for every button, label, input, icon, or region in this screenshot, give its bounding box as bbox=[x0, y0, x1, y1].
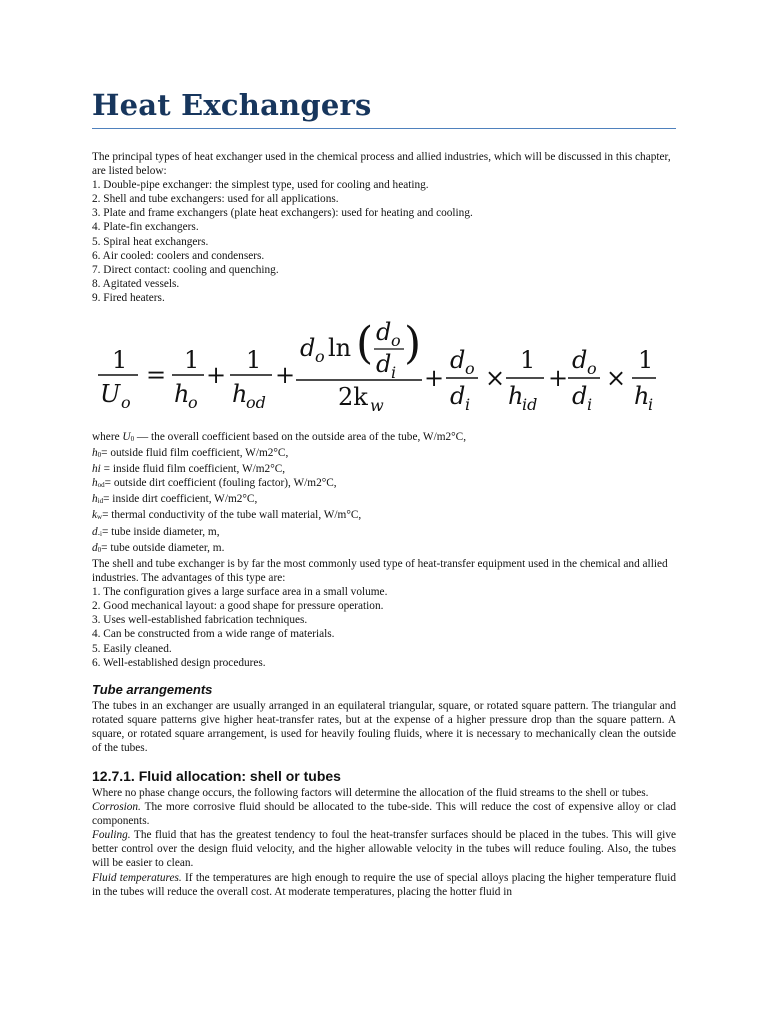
formula-rparen: ) bbox=[404, 318, 422, 369]
formula-plus: + bbox=[275, 361, 296, 389]
variable-line: kw= thermal conductivity of the tube wall material, W/m°C, bbox=[92, 509, 362, 522]
variable-definitions bbox=[92, 430, 676, 557]
formula-one: 1 bbox=[184, 346, 200, 374]
temperatures-label: Fluid temperatures. bbox=[92, 871, 182, 884]
shell-tube-paragraph: The shell and tube exchanger is by far the most commonly used type of heat-transfer equipment used in the chemical and allied industries. The advantages of this type are: bbox=[92, 558, 668, 585]
advantage-item: 5. Easily cleaned. bbox=[92, 642, 172, 655]
formula-do: d bbox=[450, 346, 466, 374]
overall-coefficient-formula bbox=[92, 312, 676, 422]
intro-paragraph: The principal types of heat exchanger used in the chemical process and allied industries, which will be discussed in this chapter, are listed below: bbox=[92, 151, 671, 178]
formula-ho: h bbox=[174, 380, 190, 408]
variable-line: h0= outside fluid film coefficient, W/m2°C, bbox=[92, 447, 289, 460]
formula-one: 1 bbox=[638, 346, 654, 374]
formula-plus: + bbox=[206, 361, 227, 389]
formula-do: d bbox=[300, 334, 316, 362]
fluid-allocation-section bbox=[92, 786, 676, 899]
intro-list-item: 1. Double-pipe exchanger: the simplest type, used for cooling and heating. bbox=[92, 179, 429, 192]
intro-list-item: 9. Fired heaters. bbox=[92, 291, 165, 304]
fluid-allocation-intro: Where no phase change occurs, the following factors will determine the allocation of the fluid streams to the shell or tubes. bbox=[92, 787, 649, 799]
intro-list-item: 5. Spiral heat exchangers. bbox=[92, 235, 209, 248]
advantage-item: 3. Uses well-established fabrication techniques. bbox=[92, 614, 308, 627]
advantage-item: 2. Good mechanical layout: a good shape for pressure operation. bbox=[92, 600, 384, 613]
variable-line: d0= tube outside diameter, m. bbox=[92, 541, 225, 554]
formula-do: d bbox=[572, 346, 588, 374]
formula-one: 1 bbox=[520, 346, 536, 374]
intro-list-item: 3. Plate and frame exchangers (plate heat exchangers): used for heating and cooling. bbox=[92, 207, 473, 220]
formula-times: × bbox=[606, 364, 627, 392]
advantage-item: 4. Can be constructed from a wide range of materials. bbox=[92, 628, 335, 641]
intro-list-item: 4. Plate-fin exchangers. bbox=[92, 221, 199, 234]
formula-hod-sub: od bbox=[246, 393, 266, 412]
intro-list-item: 8. Agitated vessels. bbox=[92, 277, 180, 290]
formula-times: × bbox=[485, 364, 506, 392]
formula-do-sub: o bbox=[587, 359, 597, 378]
tube-arrangements-paragraph: The tubes in an exchanger are usually arranged in an equilateral triangular, square, or rotated square pattern. The triangular and rotated square patterns give higher heat-transfer rates, but at the expense of a higher pressure drop than the square pattern. A square, or rotated square arrangement, is used for heavily fouling fluids, where it is necessary to mechanically clean the outside of the tubes. bbox=[92, 700, 676, 755]
intro-list-item: 6. Air cooled: coolers and condensers. bbox=[92, 249, 265, 262]
advantage-item: 6. Well-established design procedures. bbox=[92, 656, 266, 669]
formula-di-inner-sub: i bbox=[391, 363, 397, 382]
shell-tube-section bbox=[92, 557, 676, 670]
formula-plus: + bbox=[548, 364, 569, 392]
formula-Uo: U bbox=[100, 380, 121, 408]
formula-hid-sub: id bbox=[522, 395, 538, 414]
page-title: Heat Exchangers bbox=[92, 88, 372, 122]
formula-2kw: 2k bbox=[338, 383, 368, 411]
formula-hi: h bbox=[634, 382, 650, 410]
fluid-allocation-heading: 12.7.1. Fluid allocation: shell or tubes bbox=[92, 768, 341, 784]
formula-one: 1 bbox=[112, 346, 128, 374]
temperatures-paragraph bbox=[92, 871, 676, 899]
formula-plus: + bbox=[424, 364, 445, 392]
formula-kw-sub: w bbox=[370, 396, 384, 415]
formula-equals: = bbox=[146, 361, 167, 389]
formula-di-sub: i bbox=[587, 395, 593, 414]
intro-list-item: 7. Direct contact: cooling and quenching. bbox=[92, 263, 279, 276]
variable-line: hi = inside fluid film coefficient, W/m2°C, bbox=[92, 463, 286, 476]
intro-list-item: 2. Shell and tube exchangers: used for all applications. bbox=[92, 193, 339, 206]
formula-hid: h bbox=[508, 382, 524, 410]
tube-arrangements-heading: Tube arrangements bbox=[92, 682, 213, 697]
formula-lparen: ( bbox=[356, 318, 374, 369]
variable-line: hid= inside dirt coefficient, W/m2°C, bbox=[92, 493, 258, 506]
formula-one: 1 bbox=[246, 346, 262, 374]
formula-di-inner: d bbox=[376, 350, 392, 378]
corrosion-label: Corrosion. bbox=[92, 801, 141, 814]
formula-do-sub: o bbox=[315, 347, 325, 366]
corrosion-text: The more corrosive fluid should be allocated to the tube-side. This will reduce the cost of expensive alloy or clad components. bbox=[92, 801, 676, 828]
variable-line: d-i= tube inside diameter, m, bbox=[92, 525, 220, 538]
formula-Uo-sub: o bbox=[121, 393, 131, 412]
formula-di: d bbox=[450, 382, 466, 410]
formula-ho-sub: o bbox=[188, 393, 198, 412]
advantage-item: 1. The configuration gives a large surface area in a small volume. bbox=[92, 586, 388, 599]
formula-hod: h bbox=[232, 380, 248, 408]
variable-line: hod= outside dirt coefficient (fouling factor), W/m2°C, bbox=[92, 477, 337, 490]
formula-di: d bbox=[572, 382, 588, 410]
fouling-text: The fluid that has the greatest tendency to foul the heat-transfer surfaces should be placed in the tubes. This will give better control over the design fluid velocity, and the higher allowable velocity in the tubes will reduce fouling. Also, the tubes will be easier to clean. bbox=[92, 829, 676, 870]
formula-di-sub: i bbox=[465, 395, 471, 414]
formula-do-sub: o bbox=[465, 359, 475, 378]
fouling-paragraph bbox=[92, 828, 676, 870]
formula-ln: ln bbox=[328, 334, 352, 362]
formula-hi-sub: i bbox=[648, 395, 654, 414]
formula-do-inner: d bbox=[376, 318, 392, 346]
corrosion-paragraph bbox=[92, 800, 676, 828]
intro-section bbox=[92, 150, 676, 305]
title-underline bbox=[92, 128, 676, 129]
fouling-label: Fouling. bbox=[92, 829, 131, 842]
variable-line: where U0 — the overall coefficient based on the outside area of the tube, W/m2°C, bbox=[92, 431, 467, 443]
formula-do-inner-sub: o bbox=[391, 331, 401, 350]
temperatures-text: If the temperatures are high enough to require the use of special alloys placing the higher temperature fluid in the tubes will reduce the overall cost. At moderate temperatures, placing the hotter fluid in bbox=[92, 871, 676, 898]
